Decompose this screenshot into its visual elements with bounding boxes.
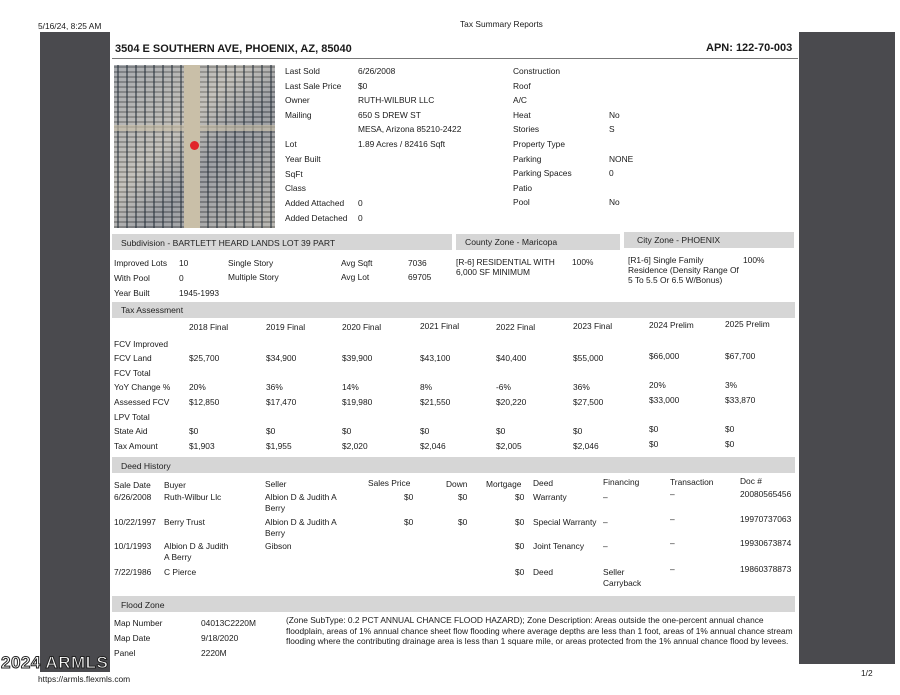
tax-year-header: 2024 Prelim [649, 320, 694, 330]
property-address: 3504 E SOUTHERN AVE, PHOENIX, AZ, 85040 [115, 43, 352, 55]
with-pool-label: With Pool [114, 273, 150, 283]
tax-cell: $33,870 [725, 395, 756, 405]
deed-cell: 19970737063 [740, 514, 792, 524]
prop-value: S [609, 124, 615, 134]
scan-margin-right [799, 32, 895, 664]
prop-label: Lot [285, 139, 297, 149]
prop-label: Parking [513, 154, 542, 164]
county-zone-title: County Zone - Maricopa [465, 237, 558, 247]
prop-value: 6/26/2008 [358, 66, 396, 76]
prop-value: RUTH-WILBUR LLC [358, 95, 435, 105]
deed-cell: 20080565456 [740, 489, 792, 499]
sub-year-built-label: Year Built [114, 288, 150, 298]
deed-cell: Seller Carryback [603, 567, 642, 588]
deed-cell: Albion D & Judith A Berry [164, 541, 229, 562]
tax-cell: $0 [496, 426, 506, 436]
tax-year-header: 2023 Final [573, 321, 613, 331]
tax-cell: $0 [725, 439, 735, 449]
map-date-value: 9/18/2020 [201, 633, 239, 643]
deed-cell: C Pierce [164, 567, 197, 577]
deed-cell: $0 [515, 541, 525, 551]
deed-column-header: Deed [533, 478, 554, 488]
map-number-label: Map Number [114, 618, 163, 628]
deed-cell: – [670, 538, 675, 548]
deed-cell: – [670, 514, 675, 524]
tax-year-header: 2018 Final [189, 322, 229, 332]
tax-row-label: State Aid [114, 426, 148, 436]
tax-cell: $12,850 [189, 397, 220, 407]
tax-year-header: 2019 Final [266, 322, 306, 332]
tax-row-label: Tax Amount [114, 441, 158, 451]
header-divider [112, 58, 798, 59]
tax-cell: 36% [573, 382, 590, 392]
tax-cell: $39,900 [342, 353, 373, 363]
prop-label: Parking Spaces [513, 168, 572, 178]
county-zone-percent: 100% [572, 257, 594, 267]
deed-cell: – [603, 541, 608, 551]
deed-cell: 10/1/1993 [114, 541, 152, 551]
tax-cell: $25,700 [189, 353, 220, 363]
tax-year-header: 2020 Final [342, 322, 382, 332]
tax-cell: $0 [420, 426, 430, 436]
source-url[interactable]: https://armls.flexmls.com [38, 674, 131, 684]
deed-cell: 19860378873 [740, 564, 792, 574]
prop-value: 0 [358, 213, 363, 223]
tax-cell: 20% [649, 380, 666, 390]
deed-cell: Albion D & Judith A Berry [265, 517, 337, 538]
city-zone-description: [R1-6] Single Family Residence (Density Range Of 5 To 5.5 Or 6.5 W/Bonus) [628, 255, 739, 285]
deed-cell: $0 [515, 517, 525, 527]
tax-cell: 3% [725, 380, 738, 390]
tax-year-header: 2021 Final [420, 321, 460, 331]
deed-cell: $0 [458, 517, 468, 527]
avg-lot-value: 69705 [408, 272, 432, 282]
avg-lot-label: Avg Lot [341, 272, 370, 282]
tax-cell: $20,220 [496, 397, 527, 407]
deed-cell: $0 [404, 517, 414, 527]
tax-cell: $2,046 [420, 441, 446, 451]
avg-sqft-label: Avg Sqft [341, 258, 373, 268]
improved-lots-value: 10 [179, 258, 189, 268]
panel-label: Panel [114, 648, 136, 658]
prop-label: Mailing [285, 110, 312, 120]
tax-row-label: FCV Improved [114, 339, 168, 349]
tax-row-label: YoY Change % [114, 382, 171, 392]
prop-label: SqFt [285, 169, 303, 179]
tax-row-label: Assessed FCV [114, 397, 170, 407]
subdivision-title: Subdivision - BARTLETT HEARD LANDS LOT 39 PART [121, 238, 336, 248]
flood-zone-description: (Zone SubType: 0.2 PCT ANNUAL CHANCE FLOOD HAZARD); Zone Description: Areas outside the one-percent annual chance floodplain, areas of 1% annual chance sheet flow flooding where average depths are less than 1 foot, areas of 1% annual chance stream flooding where the contributing drainage area is less than 1 square mile, or areas protected from the 1% annual chance flood by levees. [286, 615, 793, 647]
prop-label: Patio [513, 183, 533, 193]
deed-column-header: Financing [603, 477, 640, 487]
deed-cell: $0 [404, 492, 414, 502]
tax-cell: $0 [573, 426, 583, 436]
prop-label: Stories [513, 124, 540, 134]
prop-label: Owner [285, 95, 310, 105]
deed-cell: – [670, 489, 675, 499]
deed-cell: $0 [458, 492, 468, 502]
tax-cell: 14% [342, 382, 359, 392]
sub-year-built-value: 1945-1993 [179, 288, 220, 298]
flood-zone-bar [112, 596, 795, 612]
tax-cell: $43,100 [420, 353, 451, 363]
prop-label: Year Built [285, 154, 321, 164]
prop-value: No [609, 197, 620, 207]
location-pin-icon [190, 141, 199, 150]
tax-cell: $0 [266, 426, 276, 436]
multiple-story-label: Multiple Story [228, 272, 279, 282]
deed-cell: – [603, 517, 608, 527]
tax-cell: $0 [649, 439, 659, 449]
tax-cell: $0 [725, 424, 735, 434]
prop-value: MESA, Arizona 85210-2422 [358, 124, 462, 134]
tax-cell: 20% [189, 382, 206, 392]
tax-cell: $34,900 [266, 353, 297, 363]
prop-value: NONE [609, 154, 634, 164]
flood-zone-title: Flood Zone [121, 600, 165, 610]
prop-label: Property Type [513, 139, 565, 149]
prop-value: 0 [609, 168, 614, 178]
prop-value: 1.89 Acres / 82416 Sqft [358, 139, 446, 149]
prop-value: $0 [358, 81, 368, 91]
tax-year-header: 2025 Prelim [725, 319, 770, 329]
deed-cell: 6/26/2008 [114, 492, 152, 502]
city-zone-percent: 100% [743, 255, 765, 265]
prop-value: No [609, 110, 620, 120]
tax-cell: $1,903 [189, 441, 215, 451]
deed-cell: 19930673874 [740, 538, 792, 548]
avg-sqft-value: 7036 [408, 258, 427, 268]
city-zone-title: City Zone - PHOENIX [637, 235, 721, 245]
tax-cell: -6% [496, 382, 511, 392]
tax-cell: $27,500 [573, 397, 604, 407]
prop-label: Construction [513, 66, 561, 76]
deed-column-header: Doc # [740, 476, 762, 486]
tax-row-label: FCV Total [114, 368, 151, 378]
deed-cell: Berry Trust [164, 517, 205, 527]
deed-cell: – [670, 564, 675, 574]
prop-label: A/C [513, 95, 527, 105]
tax-cell: $33,000 [649, 395, 680, 405]
with-pool-value: 0 [179, 273, 184, 283]
tax-cell: $66,000 [649, 351, 680, 361]
deed-column-header: Mortgage [486, 479, 522, 489]
deed-cell: Special Warranty [533, 517, 597, 527]
prop-label: Pool [513, 197, 530, 207]
tax-cell: $55,000 [573, 353, 604, 363]
single-story-label: Single Story [228, 258, 274, 268]
tax-cell: $0 [189, 426, 199, 436]
tax-cell: $1,955 [266, 441, 292, 451]
tax-cell: $0 [649, 424, 659, 434]
deed-cell: 7/22/1986 [114, 567, 152, 577]
prop-value: 650 S DREW ST [358, 110, 421, 120]
prop-value: 0 [358, 198, 363, 208]
tax-cell: $19,980 [342, 397, 373, 407]
map-date-label: Map Date [114, 633, 151, 643]
tax-cell: $21,550 [420, 397, 451, 407]
prop-label: Added Attached [285, 198, 345, 208]
deed-cell: Ruth-Wilbur Llc [164, 492, 222, 502]
print-datetime: 5/16/24, 8:25 AM [38, 21, 102, 31]
prop-label: Roof [513, 81, 531, 91]
tax-row-label: FCV Land [114, 353, 152, 363]
tax-assessment-title: Tax Assessment [121, 305, 184, 315]
tax-cell: $2,005 [496, 441, 522, 451]
tax-cell: $40,400 [496, 353, 527, 363]
deed-column-header: Seller [265, 479, 287, 489]
tax-cell: 36% [266, 382, 283, 392]
prop-label: Last Sold [285, 66, 320, 76]
tax-cell: $17,470 [266, 397, 297, 407]
deed-history-title: Deed History [121, 461, 171, 471]
deed-column-header: Sale Date [114, 480, 151, 490]
deed-column-header: Down [446, 479, 468, 489]
deed-cell: – [603, 492, 608, 502]
prop-label: Class [285, 183, 306, 193]
deed-cell: $0 [515, 492, 525, 502]
tax-row-label: LPV Total [114, 412, 150, 422]
deed-history-bar [112, 457, 795, 473]
deed-cell: Albion D & Judith A Berry [265, 492, 337, 513]
county-zone-description: [R-6] RESIDENTIAL WITH 6,000 SF MINIMUM [456, 257, 555, 277]
page-number: 1/2 [861, 668, 873, 678]
scan-margin-left [40, 32, 110, 672]
prop-label: Added Detached [285, 213, 348, 223]
deed-cell: Gibson [265, 541, 292, 551]
prop-label: Heat [513, 110, 531, 120]
tax-assessment-bar [112, 302, 795, 318]
map-number-value: 04013C2220M [201, 618, 256, 628]
tax-cell: 8% [420, 382, 433, 392]
prop-label: Last Sale Price [285, 81, 342, 91]
armls-watermark: 2024 ARMLS [1, 653, 109, 672]
deed-cell: $0 [515, 567, 525, 577]
deed-cell: Deed [533, 567, 554, 577]
deed-column-header: Transaction [670, 477, 714, 487]
tax-cell: $67,700 [725, 351, 756, 361]
aerial-map [114, 65, 275, 228]
deed-column-header: Buyer [164, 480, 186, 490]
report-title: Tax Summary Reports [460, 19, 543, 29]
tax-cell: $2,020 [342, 441, 368, 451]
deed-cell: 10/22/1997 [114, 517, 156, 527]
deed-column-header: Sales Price [368, 478, 411, 488]
deed-cell: Warranty [533, 492, 567, 502]
deed-cell: Joint Tenancy [533, 541, 585, 551]
tax-cell: $2,046 [573, 441, 599, 451]
panel-value: 2220M [201, 648, 227, 658]
tax-cell: $0 [342, 426, 352, 436]
apn: APN: 122-70-003 [706, 42, 793, 54]
improved-lots-label: Improved Lots [114, 258, 168, 268]
tax-year-header: 2022 Final [496, 322, 536, 332]
